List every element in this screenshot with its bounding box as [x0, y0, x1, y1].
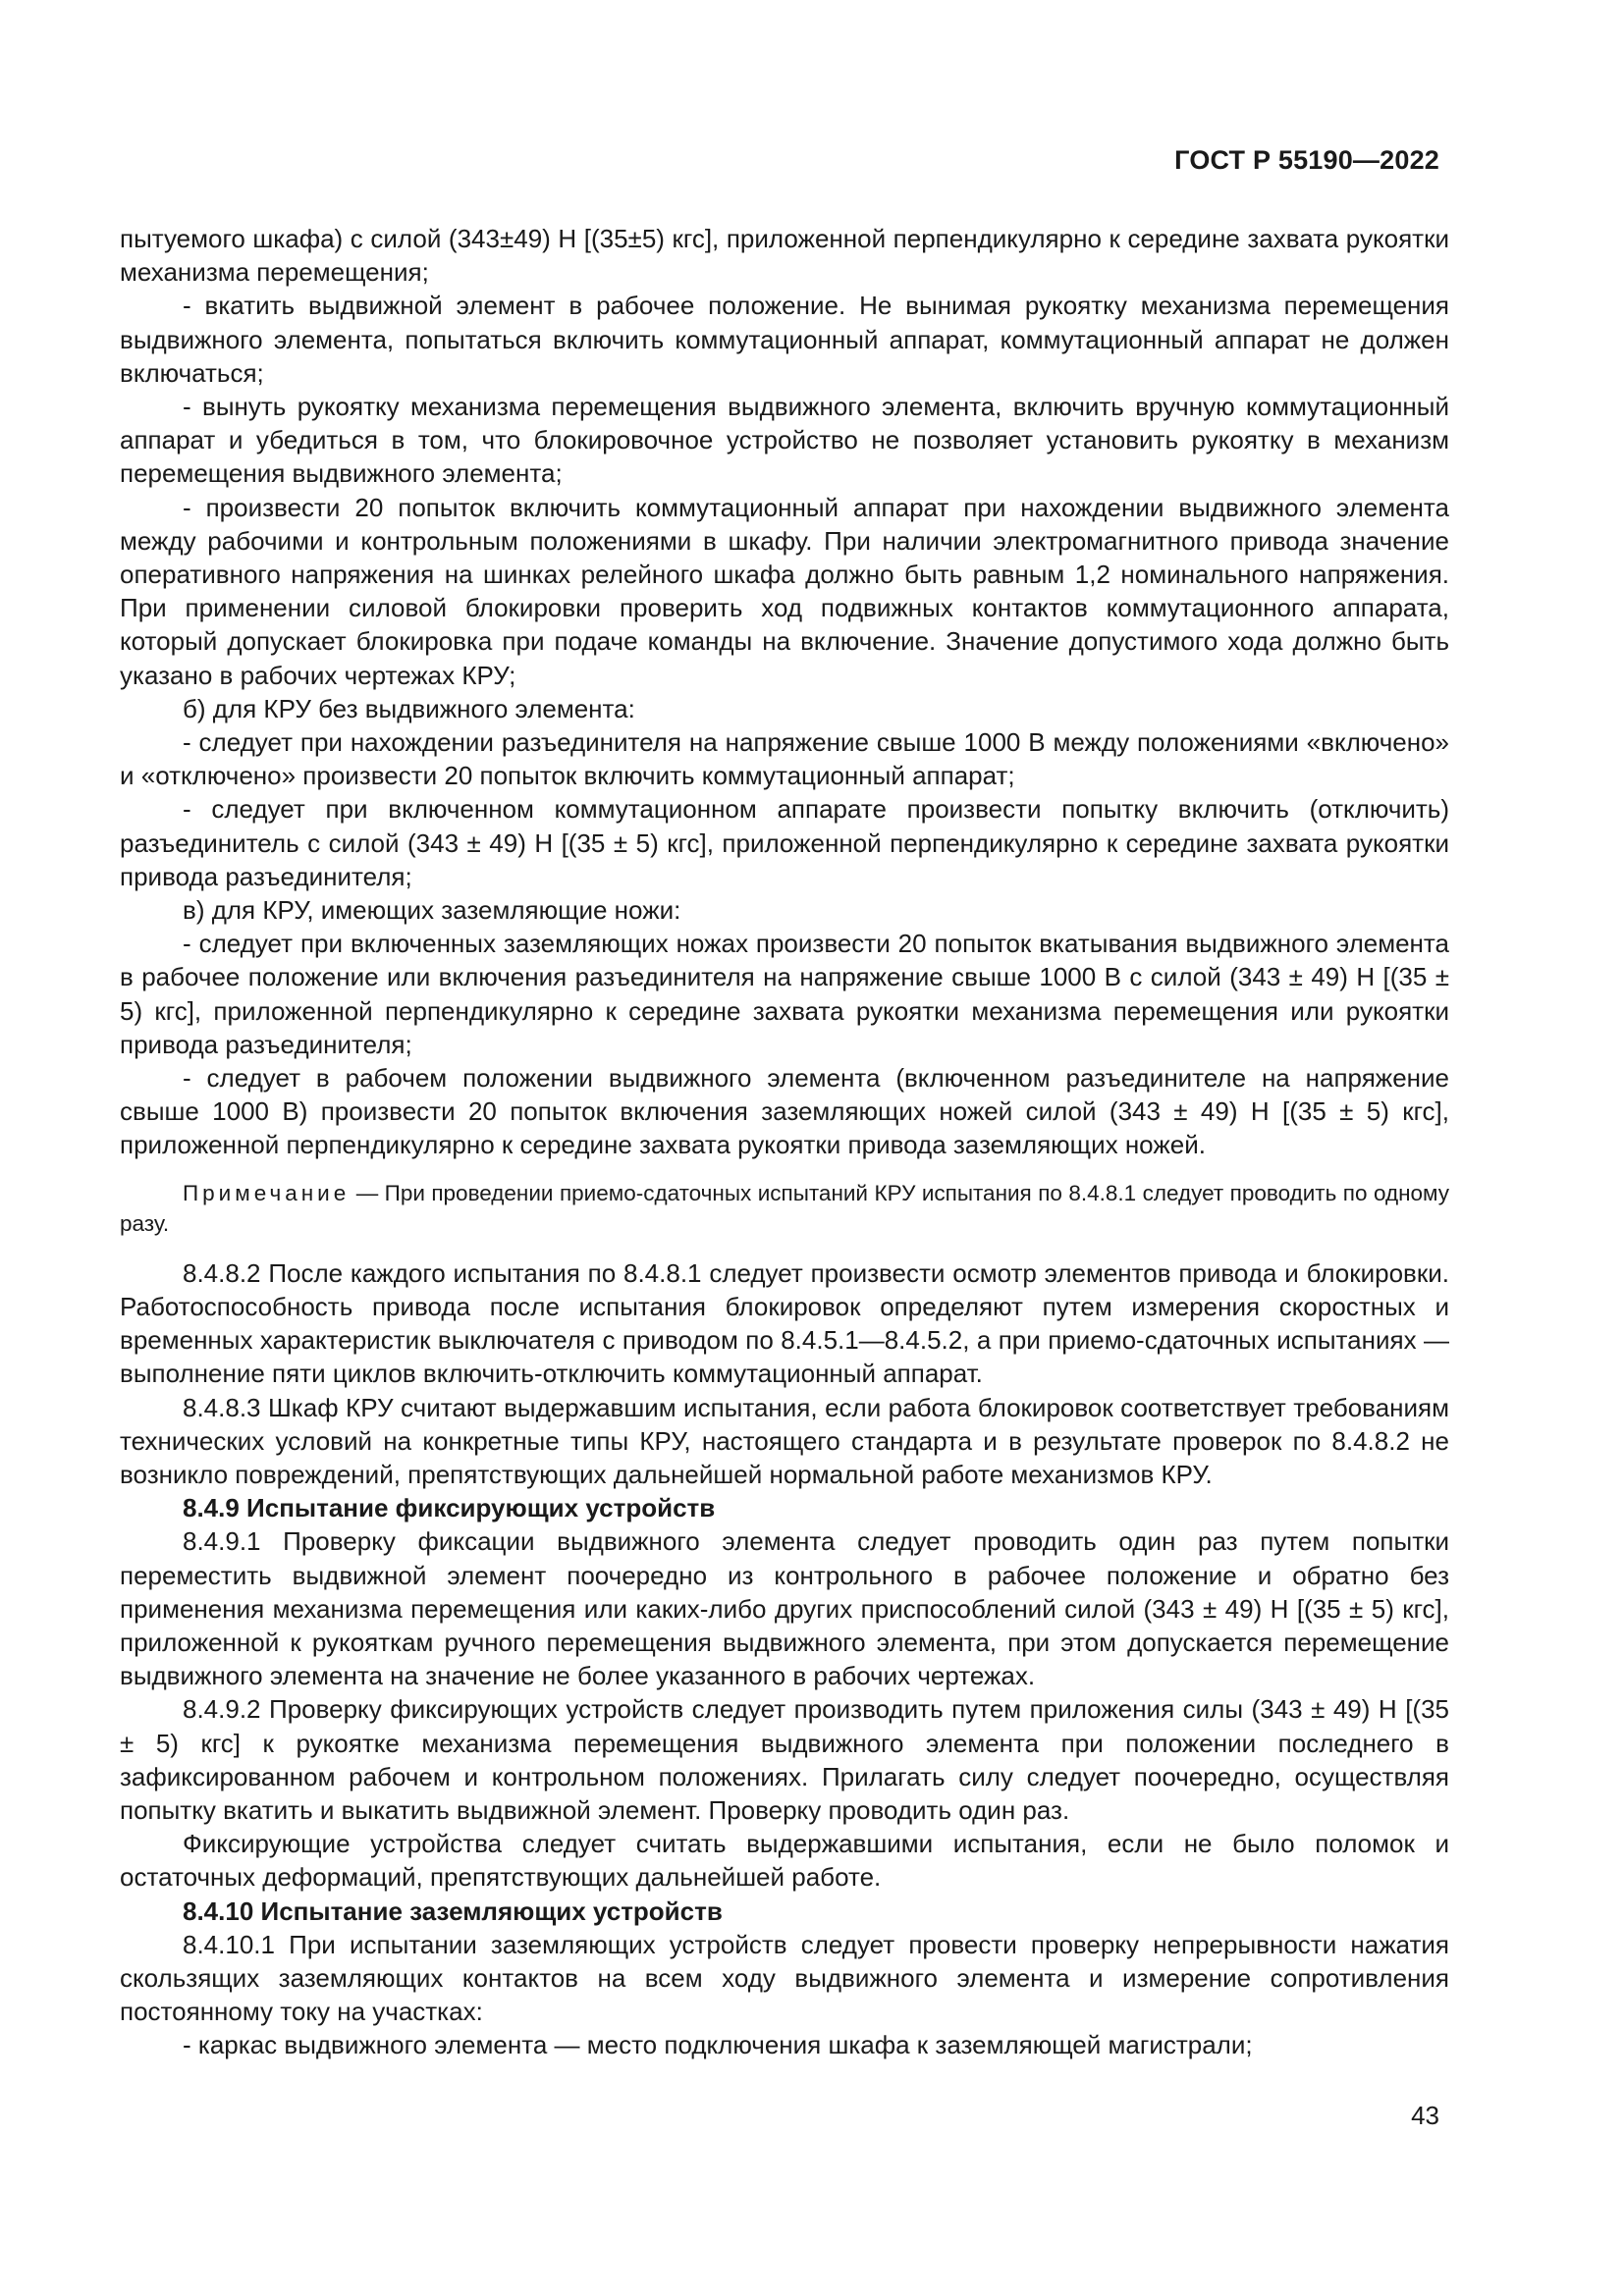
list-item: - вынуть рукоятку механизма перемещения выдвижного элемента, включить вручную коммутационный аппарат и убедиться в том, что блокировочное устройство не позволяет установить рукоятку в механизм перемещения выдвижного элемента;: [120, 392, 1449, 489]
list-subheading: б) для КРУ без выдвижного элемента:: [183, 693, 635, 723]
list-item: - произвести 20 попыток включить коммутационный аппарат при нахождении выдвижного элемента между рабочими и контрольным положениями в шкафу. При наличии электромагнитного привода значение оперативного напряжения на шинках релейного шкафа должно быть равным 1,2 номинального напряжения. При применении силовой блокировки проверить ход подвижных контактов коммутационного аппарата, который допускает блокировка при подаче команды на включение. Значение допустимого хода должно быть указано в рабочих чертежах КРУ;: [120, 492, 1449, 690]
list-item: - следует при нахождении разъединителя на напряжение свыше 1000 В между положениями «включено» и «отключено» произвести 20 попыток включить коммутационный аппарат;: [120, 727, 1449, 791]
document-body: [120, 222, 1449, 2062]
list-item: - вкатить выдвижной элемент в рабочее положение. Не вынимая рукоятку механизма перемещения выдвижного элемента, попытаться включить коммутационный аппарат, коммутационный аппарат не должен включаться;: [120, 291, 1449, 388]
note-text: — При проведении приемо-сдаточных испытаний КРУ испытания по 8.4.8.1 следует проводить по одному разу.: [120, 1180, 1449, 1236]
note-label: Примечание: [183, 1180, 351, 1205]
list-item: - следует в рабочем положении выдвижного элемента (включенном разъединителе на напряжение свыше 1000 В) произвести 20 попыток включения заземляющих ножей силой (343 ± 49) Н [(35 ± 5) кгс], приложенной перпендикулярно к середине захвата рукоятки привода заземляющих ножей.: [120, 1063, 1449, 1160]
paragraph: 8.4.9.1 Проверку фиксации выдвижного элемента следует проводить один раз путем попытки переместить выдвижной элемент поочередно из контрольного в рабочее положение и обратно без применения механизма перемещения или каких-либо других приспособлений силой (343 ± 49) Н [(35 ± 5) кгс], приложенной к рукояткам ручного перемещения выдвижного элемента, при этом допускается перемещение выдвижного элемента на значение не более указанного в рабочих чертежах.: [120, 1526, 1449, 1691]
paragraph: пытуемого шкафа) с силой (343±49) Н [(35±5) кгс], приложенной перпендикулярно к середине захвата рукоятки механизма перемещения;: [120, 224, 1449, 288]
paragraph: 8.4.8.2 После каждого испытания по 8.4.8.1 следует произвести осмотр элементов привода и блокировки. Работоспособность привода после испытания блокировок определяют путем измерения скоростных и временных характеристик выключателя с приводом по 8.4.5.1—8.4.5.2, а при приемо-сдаточных испытаниях — выполнение пяти циклов включить-отключить коммутационный аппарат.: [120, 1257, 1449, 1389]
paragraph: Фиксирующие устройства следует считать выдержавшими испытания, если не было поломок и остаточных деформаций, препятствующих дальнейшей работе.: [120, 1829, 1449, 1893]
document-header: ГОСТ Р 55190—2022: [1174, 145, 1439, 175]
list-item: - следует при включенном коммутационном аппарате произвести попытку включить (отключить) разъединитель с силой (343 ± 49) Н [(35 ± 5) кгс], приложенной перпендикулярно к середине захвата рукоятки привода разъединителя;: [120, 794, 1449, 891]
note: [120, 1178, 1449, 1239]
list-item: - каркас выдвижного элемента — место подключения шкафа к заземляющей магистрали;: [183, 2030, 1253, 2060]
list-subheading: в) для КРУ, имеющих заземляющие ножи:: [183, 895, 681, 926]
paragraph: 8.4.8.3 Шкаф КРУ считают выдержавшим испытания, если работа блокировок соответствует требованиям технических условий на конкретные типы КРУ, настоящего стандарта и в результате проверок по 8.4.8.2 не возникло повреждений, препятствующих дальнейшей нормальной работе механизмов КРУ.: [120, 1392, 1449, 1489]
page-number: 43: [1411, 2101, 1439, 2130]
paragraph: 8.4.9.2 Проверку фиксирующих устройств следует производить путем приложения силы (343 ± 49) Н [(35 ± 5) кгс] к рукоятке механизма перемещения выдвижного элемента при положении последнего в зафиксированном рабочем и контрольном положениях. Прилагать силу следует поочередно, осуществляя попытку вкатить и выкатить выдвижной элемент. Проверку проводить один раз.: [120, 1694, 1449, 1825]
list-item: - следует при включенных заземляющих ножах произвести 20 попыток вкатывания выдвижного элемента в рабочее положение или включения разъединителя на напряжение свыше 1000 В с силой (343 ± 49) Н [(35 ± 5) кгс], приложенной перпендикулярно к середине захвата рукоятки механизма перемещения или рукоятки привода разъединителя;: [120, 929, 1449, 1059]
section-heading: 8.4.10 Испытание заземляющих устройств: [183, 1896, 723, 1926]
paragraph: 8.4.10.1 При испытании заземляющих устройств следует провести проверку непрерывности нажатия скользящих заземляющих контактов на всем ходу выдвижного элемента и измерение сопротивления постоянному току на участках:: [120, 1929, 1449, 2027]
section-heading: 8.4.9 Испытание фиксирующих устройств: [183, 1493, 716, 1523]
